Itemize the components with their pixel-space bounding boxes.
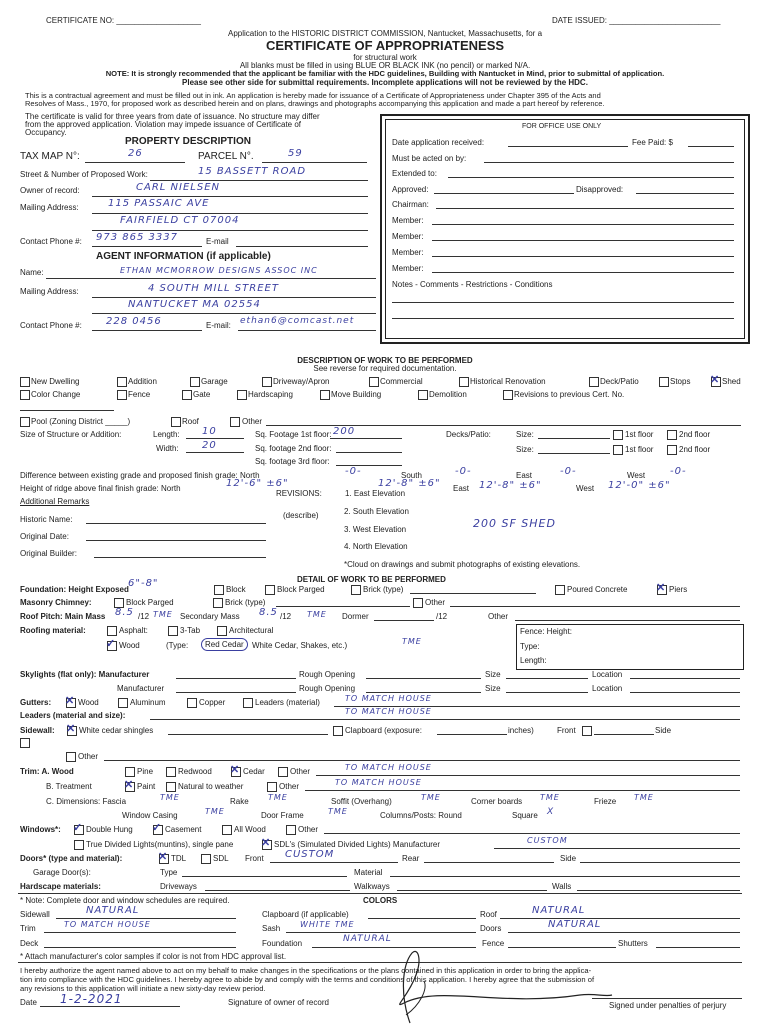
opt-fence[interactable]: Fence	[128, 390, 151, 399]
grade-south-label: South	[401, 471, 422, 480]
casement-check-icon: ✓	[152, 822, 162, 834]
office-chairman: Chairman:	[392, 200, 429, 209]
casing-label: Window Casing	[122, 811, 178, 820]
grade-south[interactable]: -0-	[455, 466, 472, 477]
roof-type-label: (Type:	[166, 641, 189, 650]
sdl-manufacturer[interactable]: CUSTOM	[527, 836, 568, 845]
agent-email-label: E-mail:	[206, 321, 231, 330]
walls-label: Walls	[552, 882, 572, 891]
valid-2: from the approved application. Violation may impede issuance of Certificate of	[25, 120, 302, 129]
gutter-aluminum[interactable]: Aluminum	[130, 698, 166, 707]
sdl-check-icon: ✕	[261, 837, 271, 849]
door-front-label: Front	[245, 854, 264, 863]
agent-email-value[interactable]: ethan6@comcast.net	[240, 316, 355, 326]
sky-size-1: Size	[485, 670, 501, 679]
ridge-south[interactable]: 12'-8" ±6"	[378, 478, 441, 489]
treatment-other[interactable]: Other	[279, 782, 300, 791]
cedar-check-icon: ✕	[230, 764, 240, 776]
win-tdl[interactable]: True Divided Lights(muntins), single pane	[86, 840, 234, 849]
contract-para-1: This is a contractual agreement and must be filled out in ink. An application is hereby made for issuance of a Certificate of Appropriateness under Chapter 395 of the Acts and	[25, 91, 601, 100]
door-frame-label: Door Frame	[261, 811, 304, 820]
fence-height-label: Fence: Height:	[520, 627, 573, 636]
opt-addition[interactable]: Addition	[128, 377, 157, 386]
cloud-note: *Cloud on drawings and submit photographs of existing elevations.	[344, 560, 581, 569]
roof-white-cedar: White Cedar, Shakes, etc.)	[252, 641, 348, 650]
opt-commercial[interactable]: Commercial	[380, 377, 423, 386]
deck-1st-floor-2[interactable]: 1st floor	[625, 445, 654, 454]
pitch-main[interactable]: 8.5	[115, 607, 134, 618]
leaders-label: Leaders (material and size):	[20, 711, 126, 720]
found-piers[interactable]: Piers	[669, 585, 688, 594]
revisions-label: REVISIONS:	[276, 489, 322, 498]
found-block-parged[interactable]: Block Parged	[277, 585, 325, 594]
sash-color[interactable]: WHITE TME	[300, 920, 355, 929]
sky-size-2: Size	[485, 684, 501, 693]
trim-color[interactable]: TO MATCH HOUSE	[64, 920, 151, 929]
doors-color-label: Doors	[480, 924, 502, 933]
sidewall-label: Sidewall:	[20, 726, 55, 735]
red-cedar-circled[interactable]: Red Cedar	[201, 638, 248, 651]
tax-map-label: TAX MAP N°:	[20, 151, 80, 162]
mailing-label: Mailing Address:	[20, 203, 79, 212]
roof-3tab[interactable]: 3-Tab	[180, 626, 201, 635]
opt-revisions[interactable]: Revisions to previous Cert. No.	[514, 390, 625, 399]
roof-tme[interactable]: TME	[402, 637, 422, 646]
gutters-label: Gutters:	[20, 698, 52, 707]
opt-color-change[interactable]: Color Change	[31, 390, 81, 399]
soffit-label: Soffit (Overhang)	[331, 797, 392, 806]
foundation-color[interactable]: NATURAL	[343, 934, 392, 944]
win-sdl[interactable]: SDL's (Simulated Divided Lights) Manufacturer	[274, 840, 441, 849]
opt-roof[interactable]: Roof	[182, 417, 199, 426]
ridge-label: Height of ridge above final finish grade: North	[20, 484, 181, 493]
ink-instruction: All blanks must be filled in using BLUE OR BLACK INK (no pencil) or marked N/A.	[239, 61, 531, 70]
valid-3: Occupancy.	[25, 128, 67, 137]
certificate-no: CERTIFICATE NO: ___________________	[46, 16, 201, 25]
soffit-value[interactable]: TME	[421, 793, 441, 802]
deck-size-label-1: Size:	[516, 430, 534, 439]
ridge-east[interactable]: 12'-8" ±6"	[479, 480, 542, 491]
date-value[interactable]: 1-2-2021	[60, 992, 123, 1006]
agent-heading: AGENT INFORMATION (if applicable)	[96, 251, 271, 262]
historic-name-label: Historic Name:	[20, 515, 73, 524]
hardscape-label: Hardscape materials:	[20, 882, 101, 891]
phone-label: Contact Phone #:	[20, 237, 82, 246]
grade-west-label: West	[627, 471, 646, 480]
date-issued: DATE ISSUED: _________________________	[552, 16, 721, 25]
dims-label: C. Dimensions: Fascia	[46, 797, 127, 806]
windows-label: Windows*:	[20, 825, 61, 834]
grade-north[interactable]: -0-	[345, 466, 362, 477]
garage-label: Garage Door(s):	[33, 868, 91, 877]
found-block[interactable]: Block	[226, 585, 246, 594]
grade-east-label: East	[516, 471, 533, 480]
owner-signature-icon	[380, 945, 620, 1024]
shutters-color-label: Shutters	[618, 939, 648, 948]
win-casement[interactable]: Casement	[165, 825, 202, 834]
agent-mailing-2[interactable]: NANTUCKET MA 02554	[128, 299, 261, 310]
office-member-2: Member:	[392, 232, 424, 241]
opt-shed[interactable]: Shed	[722, 377, 741, 386]
office-approved: Approved:	[392, 185, 429, 194]
width-label: Width:	[156, 444, 179, 453]
opt-demolition[interactable]: Demolition	[429, 390, 467, 399]
ridge-west-label: West	[576, 484, 595, 493]
roof-pitch-label: Roof Pitch: Main Mass	[20, 612, 106, 621]
contract-para-2: Resolves of Mass., 1970, for proposed work as described herein and on plans, drawings and photographs accompanying this application and made a part hereof by reference.	[25, 99, 605, 108]
opt-move-building[interactable]: Move Building	[331, 390, 382, 399]
deck-color-label: Deck	[20, 939, 39, 948]
sky-location-1: Location	[592, 670, 623, 679]
roofing-label: Roofing material:	[20, 626, 86, 635]
pitch-secondary[interactable]: 8.5	[259, 607, 278, 618]
doors-label: Doors* (type and material):	[20, 854, 123, 863]
rev-3: 3. West Elevation	[344, 525, 407, 534]
work-sub: See reverse for required documentation.	[313, 364, 457, 373]
grade-east[interactable]: -0-	[560, 466, 577, 477]
owner-value[interactable]: CARL NIELSEN	[136, 182, 220, 193]
sq1-value[interactable]: 200	[333, 426, 356, 437]
pitch-12: /12	[138, 612, 150, 621]
opt-pool[interactable]: Pool (Zoning District _____)	[31, 417, 131, 426]
opt-garage[interactable]: Garage	[201, 377, 228, 386]
schedule-note: * Note: Complete door and window schedules are required.	[20, 896, 230, 905]
opt-other[interactable]: Other	[242, 417, 263, 426]
agent-mailing-label: Mailing Address:	[20, 287, 79, 296]
office-acted: Must be acted on by:	[392, 154, 467, 163]
agent-phone-label: Contact Phone #:	[20, 321, 82, 330]
door-side-label: Side	[560, 854, 577, 863]
clapboard[interactable]: Clapboard (exposure:	[345, 726, 422, 735]
dormer-12: /12	[436, 612, 448, 621]
corner-value[interactable]: TME	[540, 793, 560, 802]
email-label: E-mail	[206, 237, 229, 246]
valid-1: The certificate is valid for three years from date of issuance. No structure may differ	[25, 112, 320, 121]
walkways-label: Walkways	[354, 882, 390, 891]
colors-heading: COLORS	[363, 896, 398, 905]
ridge-west[interactable]: 12'-0" ±6"	[608, 480, 671, 491]
masonry-brick[interactable]: Brick (type)	[225, 598, 266, 607]
auth-3: any revisions to this application will initiate a new sixty-day review period.	[20, 984, 266, 993]
signature-label: Signature of owner of record	[228, 998, 329, 1007]
owner-label: Owner of record:	[20, 186, 80, 195]
decks-label: Decks/Patio:	[446, 430, 491, 439]
trim-redwood[interactable]: Redwood	[178, 767, 212, 776]
sky-location-2: Location	[592, 684, 623, 693]
sidewall-other[interactable]: Other	[78, 752, 99, 761]
rake-label: Rake	[230, 797, 249, 806]
tax-map-value[interactable]: 26	[128, 148, 143, 159]
double-hung-check-icon: ✓	[73, 822, 83, 834]
sash-color-label: Sash	[262, 924, 281, 933]
detail-heading: DETAIL OF WORK TO BE PERFORMED	[297, 575, 446, 584]
door-frame-value[interactable]: TME	[328, 807, 348, 816]
street-label: Street & Number of Proposed Work:	[20, 170, 148, 179]
door-front-value[interactable]: CUSTOM	[285, 849, 335, 860]
skylights-label: Skylights (flat only): Manufacturer	[20, 670, 150, 679]
original-date-label: Original Date:	[20, 532, 69, 541]
trim-match[interactable]: TO MATCH HOUSE	[345, 763, 432, 772]
office-received: Date application received:	[392, 138, 485, 147]
ridge-north[interactable]: 12'-6" ±6"	[226, 478, 289, 489]
rev-1: 1. East Elevation	[345, 489, 406, 498]
corner-label: Corner boards	[471, 797, 523, 806]
work-heading: DESCRIPTION OF WORK TO BE PERFORMED	[297, 356, 473, 365]
fence-color-label: Fence	[482, 939, 505, 948]
rev-4: 4. North Elevation	[344, 542, 408, 551]
columns-label: Columns/Posts: Round	[380, 811, 462, 820]
paint-check-icon: ✕	[124, 779, 134, 791]
gutter-wood[interactable]: Wood	[78, 698, 99, 707]
additional-remarks: Additional Remarks	[20, 497, 90, 506]
trim-other[interactable]: Other	[290, 767, 311, 776]
parcel-label: PARCEL N°.	[198, 151, 254, 162]
street-value[interactable]: 15 BASSETT ROAD	[198, 166, 307, 177]
trim-pine[interactable]: Pine	[137, 767, 154, 776]
dormer-label: Dormer	[342, 612, 369, 621]
office-member-3: Member:	[392, 248, 424, 257]
found-brick[interactable]: Brick (type)	[363, 585, 404, 594]
gutter-leaders[interactable]: Leaders (material)	[255, 698, 320, 707]
win-all-wood[interactable]: All Wood	[234, 825, 266, 834]
leaders-match[interactable]: TO MATCH HOUSE	[345, 707, 432, 716]
secondary-label: Secondary Mass	[180, 612, 240, 621]
found-poured[interactable]: Poured Concrete	[567, 585, 628, 594]
masonry-block[interactable]: Block Parged	[126, 598, 174, 607]
roof-color[interactable]: NATURAL	[532, 905, 586, 916]
frieze-label: Frieze	[594, 797, 617, 806]
sq1-label: Sq. Footage 1st floor:	[255, 430, 332, 439]
remark-value[interactable]: 200 SF SHED	[473, 517, 556, 530]
door-tdl[interactable]: TDL	[171, 854, 187, 863]
doors-color[interactable]: NATURAL	[548, 919, 602, 930]
masonry-other[interactable]: Other	[425, 598, 446, 607]
foundation-value[interactable]: 6"-8"	[128, 578, 159, 589]
square-label: Square	[512, 811, 538, 820]
deck-1st-floor-1[interactable]: 1st floor	[625, 430, 654, 439]
parcel-value[interactable]: 59	[288, 148, 303, 159]
gutter-match[interactable]: TO MATCH HOUSE	[345, 694, 432, 703]
mailing-value-1[interactable]: 115 PASSAIC AVE	[108, 198, 210, 209]
mailing-value-2[interactable]: FAIRFIELD CT 07004	[120, 215, 240, 226]
page-title: CERTIFICATE OF APPROPRIATENESS	[265, 38, 505, 53]
auth-2: tion into compliance with the HDC guidelines. I hereby agree to abide by and comply with the terms and conditions of this application. I hereby agree that the submission of	[20, 975, 595, 984]
sidewall-color[interactable]: NATURAL	[86, 905, 140, 916]
rake-value[interactable]: TME	[268, 793, 288, 802]
agent-name-label: Name:	[20, 268, 44, 277]
date-label: Date	[20, 998, 37, 1007]
auth-1: I hereby authorize the agent named above to act on my behalf to make changes in the specifications or the plans contained in this application in order to bring the applica-	[20, 966, 592, 975]
white-shingles[interactable]: White cedar shingles	[79, 726, 154, 735]
shingles-check-icon: ✕	[66, 723, 76, 735]
frieze-value[interactable]: TME	[634, 793, 654, 802]
sky-manufacturer-2: Manufacturer	[117, 684, 165, 693]
gutter-wood-check-icon: ✕	[65, 695, 75, 707]
roof-asphalt[interactable]: Asphalt:	[119, 626, 148, 635]
door-sdl[interactable]: SDL	[213, 854, 229, 863]
deck-2nd-floor-2[interactable]: 2nd floor	[679, 445, 711, 454]
tdl-check-icon: ✕	[158, 851, 168, 863]
note-1: NOTE: It is strongly recommended that the applicant be familiar with the HDC guidelines, Building with Nantucket in Mind, prior to submittal of application.	[105, 69, 665, 78]
roof-architectural[interactable]: Architectural	[229, 626, 274, 635]
treatment-paint[interactable]: Paint	[137, 782, 156, 791]
perjury-label: Signed under penalties of perjury	[609, 1001, 727, 1010]
agent-name-value[interactable]: ETHAN MCMORROW DESIGNS ASSOC INC	[120, 266, 318, 275]
masonry-label: Masonry Chimney:	[20, 598, 92, 607]
pitch-tme-b[interactable]: TME	[307, 610, 327, 619]
office-extended: Extended to:	[392, 169, 437, 178]
note-2: Please see other side for submittal requirements. Incomplete applications will not be reviewed by the HDC.	[182, 78, 588, 87]
pitch-tme[interactable]: TME	[153, 610, 173, 619]
attach-note: * Attach manufacturer's color samples if color is not from HDC approval list.	[20, 952, 287, 961]
deck-2nd-floor-1[interactable]: 2nd floor	[679, 430, 711, 439]
side-label: Side	[655, 726, 672, 735]
describe-label: (describe)	[283, 511, 319, 520]
opt-gate[interactable]: Gate	[193, 390, 211, 399]
width-value[interactable]: 20	[202, 440, 217, 451]
trim-label: Trim: A. Wood	[20, 767, 74, 776]
trim-cedar[interactable]: Cedar	[243, 767, 265, 776]
property-heading: PROPERTY DESCRIPTION	[125, 136, 251, 147]
foundation-color-label: Foundation	[262, 939, 303, 948]
grade-west[interactable]: -0-	[670, 466, 687, 477]
office-notes: Notes - Comments - Restrictions - Conditions	[392, 280, 553, 289]
fence-length-label: Length:	[520, 656, 547, 665]
office-member-4: Member:	[392, 264, 424, 273]
application-line: Application to the HISTORIC DISTRICT COMMISSION, Nantucket, Massachusetts, for a	[227, 29, 543, 38]
size-label: Size of Structure or Addition:	[20, 430, 122, 439]
deck-size-label-2: Size:	[516, 445, 534, 454]
grade-diff-label: Difference between existing grade and proposed finish grade: North	[20, 471, 260, 480]
treatment-natural[interactable]: Natural to weather	[178, 782, 244, 791]
opt-hardscaping[interactable]: Hardscaping	[248, 390, 293, 399]
length-value[interactable]: 10	[202, 426, 217, 437]
pitch-other: Other	[488, 612, 509, 621]
square-value[interactable]: X	[547, 807, 555, 817]
fascia-value[interactable]: TME	[160, 793, 180, 802]
ridge-east-label: East	[453, 484, 470, 493]
opt-deck[interactable]: Deck/Patio	[600, 377, 639, 386]
phone-value[interactable]: 973 865 3337	[96, 232, 178, 243]
office-member-1: Member:	[392, 216, 424, 225]
gutter-copper[interactable]: Copper	[199, 698, 226, 707]
sq3-label: Sq. footage 3rd floor:	[255, 457, 330, 466]
treatment-label: B. Treatment	[46, 782, 92, 791]
agent-phone-value[interactable]: 228 0456	[106, 316, 162, 327]
office-fee: Fee Paid: $	[632, 138, 673, 147]
sq2-label: Sq. footage 2nd floor:	[255, 444, 332, 453]
opt-driveway[interactable]: Driveway/Apron	[273, 377, 330, 386]
subtitle: for structural work	[353, 53, 417, 62]
shed-check-icon: ✕	[710, 374, 720, 386]
door-rear-label: Rear	[402, 854, 420, 863]
piers-check-icon: ✕	[656, 582, 666, 594]
wood-check-icon: ✓	[106, 638, 116, 650]
treatment-match[interactable]: TO MATCH HOUSE	[335, 778, 422, 787]
foundation-label: Foundation: Height Exposed	[20, 585, 129, 594]
trim-color-label: Trim	[20, 924, 36, 933]
original-builder-label: Original Builder:	[20, 549, 77, 558]
inches-label: inches)	[508, 726, 534, 735]
win-double-hung[interactable]: Double Hung	[86, 825, 133, 834]
garage-material-label: Material	[354, 868, 383, 877]
clapboard-color-label: Clapboard (if applicable)	[262, 910, 349, 919]
garage-type-label: Type	[160, 868, 178, 877]
opt-stops[interactable]: Stops	[670, 377, 691, 386]
office-heading: FOR OFFICE USE ONLY	[522, 123, 602, 130]
fence-type-label: Type:	[520, 642, 540, 651]
office-disapproved: Disapproved:	[576, 185, 624, 194]
opt-historical[interactable]: Historical Renovation	[470, 377, 546, 386]
win-other[interactable]: Other	[298, 825, 319, 834]
rev-2: 2. South Elevation	[344, 507, 409, 516]
front-label: Front	[557, 726, 576, 735]
roof-wood[interactable]: Wood	[119, 641, 140, 650]
opt-new-dwelling[interactable]: New Dwelling	[31, 377, 80, 386]
sidewall-color-label: Sidewall	[20, 910, 50, 919]
rough-opening-1: Rough Opening	[299, 670, 356, 679]
casing-value[interactable]: TME	[205, 807, 225, 816]
rough-opening-2: Rough Opening	[299, 684, 356, 693]
pitch-12-b: /12	[280, 612, 292, 621]
agent-mailing-1[interactable]: 4 SOUTH MILL STREET	[148, 283, 279, 294]
roof-color-label: Roof	[480, 910, 497, 919]
driveways-label: Driveways	[160, 882, 197, 891]
length-label: Length:	[153, 430, 180, 439]
